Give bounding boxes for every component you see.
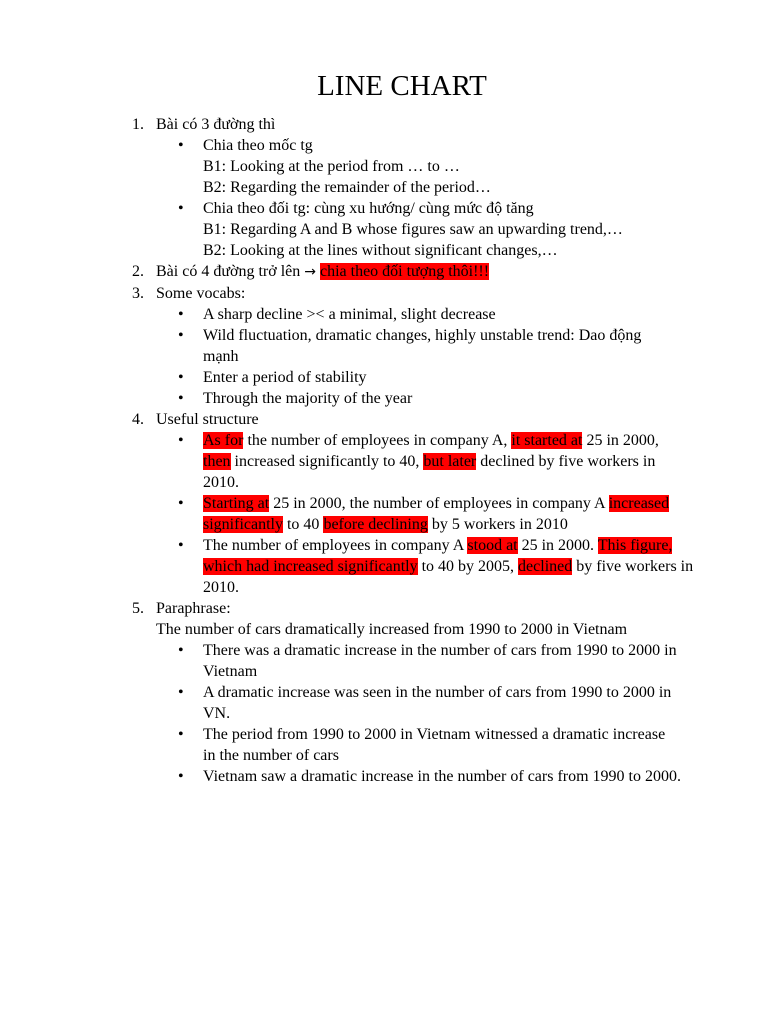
bullet-text: 25 in 2000, <box>582 432 659 449</box>
list-item-text: Useful structure <box>156 411 259 428</box>
list-item-5 <box>0 598 768 619</box>
highlighted-text: Starting at <box>203 495 270 512</box>
list-item-text: Bài có 4 đường trở lên <box>156 263 305 280</box>
list-number: 1. <box>132 116 144 133</box>
continuation-line: B2: Looking at the lines without significant changes,… <box>203 242 558 259</box>
bullet-item <box>0 198 768 219</box>
bullet-icon: • <box>178 684 184 701</box>
bullet-text: to 40 <box>282 516 324 533</box>
bullet-text: Chia theo mốc tg <box>203 137 313 154</box>
bullet-text: The number of employees in company A <box>203 537 468 554</box>
list-item-text: Paraphrase: <box>156 600 231 617</box>
bullet-text: A sharp decline >< a minimal, slight decrease <box>203 306 496 323</box>
bullet-icon: • <box>178 306 184 323</box>
arrow-right-icon: → <box>304 264 316 280</box>
bullet-text: Wild fluctuation, dramatic changes, highly unstable trend: Dao động mạnh <box>203 327 642 365</box>
bullet-icon: • <box>178 495 184 512</box>
bullet-text: There was a dramatic increase in the number of cars from 1990 to 2000 in Vietnam <box>203 642 677 680</box>
continuation-line: B1: Regarding A and B whose figures saw an upwarding trend,… <box>203 221 623 238</box>
bullet-text: increased significantly to 40, <box>230 453 424 470</box>
bullet-text: by 5 workers in 2010 <box>427 516 568 533</box>
continuation-line: The number of cars dramatically increased from 1990 to 2000 in Vietnam <box>156 621 628 638</box>
bullet-item <box>0 304 768 325</box>
list-item-1 <box>0 114 768 135</box>
bullet-item <box>0 430 768 493</box>
bullet-icon: • <box>178 390 184 407</box>
bullet-icon: • <box>178 137 184 154</box>
bullet-text: declined by five workers in 2010. <box>203 453 656 491</box>
list-item-text: Some vocabs: <box>156 285 246 302</box>
highlighted-text: increased significantly <box>203 495 670 533</box>
highlighted-text: chia theo đối tượng thôi!!! <box>319 263 490 280</box>
bullet-item <box>0 535 768 598</box>
bullet-icon: • <box>178 726 184 743</box>
bullet-item <box>0 388 768 409</box>
bullet-icon: • <box>178 642 184 659</box>
bullet-text: Vietnam saw a dramatic increase in the number of cars from 1990 to 2000. <box>203 768 681 785</box>
bullet-item <box>0 766 768 787</box>
bullet-text: by five workers in 2010. <box>203 558 694 596</box>
list-number: 4. <box>132 411 144 428</box>
bullet-item <box>0 135 768 156</box>
document-body <box>0 114 768 787</box>
bullet-text: the number of employees in company A, <box>243 432 512 449</box>
highlighted-text: stood at <box>467 537 518 554</box>
bullet-text: Through the majority of the year <box>203 390 413 407</box>
highlighted-text: declined <box>518 558 573 575</box>
continuation-line: B1: Looking at the period from … to … <box>203 158 460 175</box>
list-item-3 <box>0 283 768 304</box>
bullet-icon: • <box>178 327 184 344</box>
list-number: 3. <box>132 285 144 302</box>
bullet-item <box>0 493 768 535</box>
highlighted-text: This figure, which had increased significantly <box>203 537 673 575</box>
bullet-icon: • <box>178 369 184 386</box>
bullet-item <box>0 367 768 388</box>
bullet-item <box>0 724 768 766</box>
bullet-icon: • <box>178 768 184 785</box>
continuation-line: B2: Regarding the remainder of the period… <box>203 179 491 196</box>
bullet-text: to 40 by 2005, <box>417 558 519 575</box>
bullet-item <box>0 325 768 367</box>
highlighted-text: it started at <box>511 432 583 449</box>
list-item-2 <box>0 261 768 283</box>
list-item-4 <box>0 409 768 430</box>
bullet-item <box>0 640 768 682</box>
list-number: 5. <box>132 600 144 617</box>
bullet-text: 25 in 2000. <box>517 537 598 554</box>
highlighted-text: As for <box>203 432 244 449</box>
bullet-text: A dramatic increase was seen in the number of cars from 1990 to 2000 in VN. <box>203 684 672 722</box>
bullet-text: 25 in 2000, the number of employees in company A <box>269 495 609 512</box>
list-number: 2. <box>132 263 144 280</box>
bullet-icon: • <box>178 432 184 449</box>
bullet-text: Chia theo đối tg: cùng xu hướng/ cùng mức độ tăng <box>203 200 534 217</box>
bullet-item <box>0 682 768 724</box>
bullet-icon: • <box>178 537 184 554</box>
list-item-text: Bài có 3 đường thì <box>156 116 276 133</box>
bullet-text: Enter a period of stability <box>203 369 367 386</box>
highlighted-text: before declining <box>323 516 428 533</box>
highlighted-text: but later <box>423 453 477 470</box>
page-title: LINE CHART <box>317 70 487 102</box>
bullet-text: The period from 1990 to 2000 in Vietnam witnessed a dramatic increase in the number of cars <box>203 726 666 764</box>
highlighted-text: then <box>203 453 231 470</box>
bullet-icon: • <box>178 200 184 217</box>
